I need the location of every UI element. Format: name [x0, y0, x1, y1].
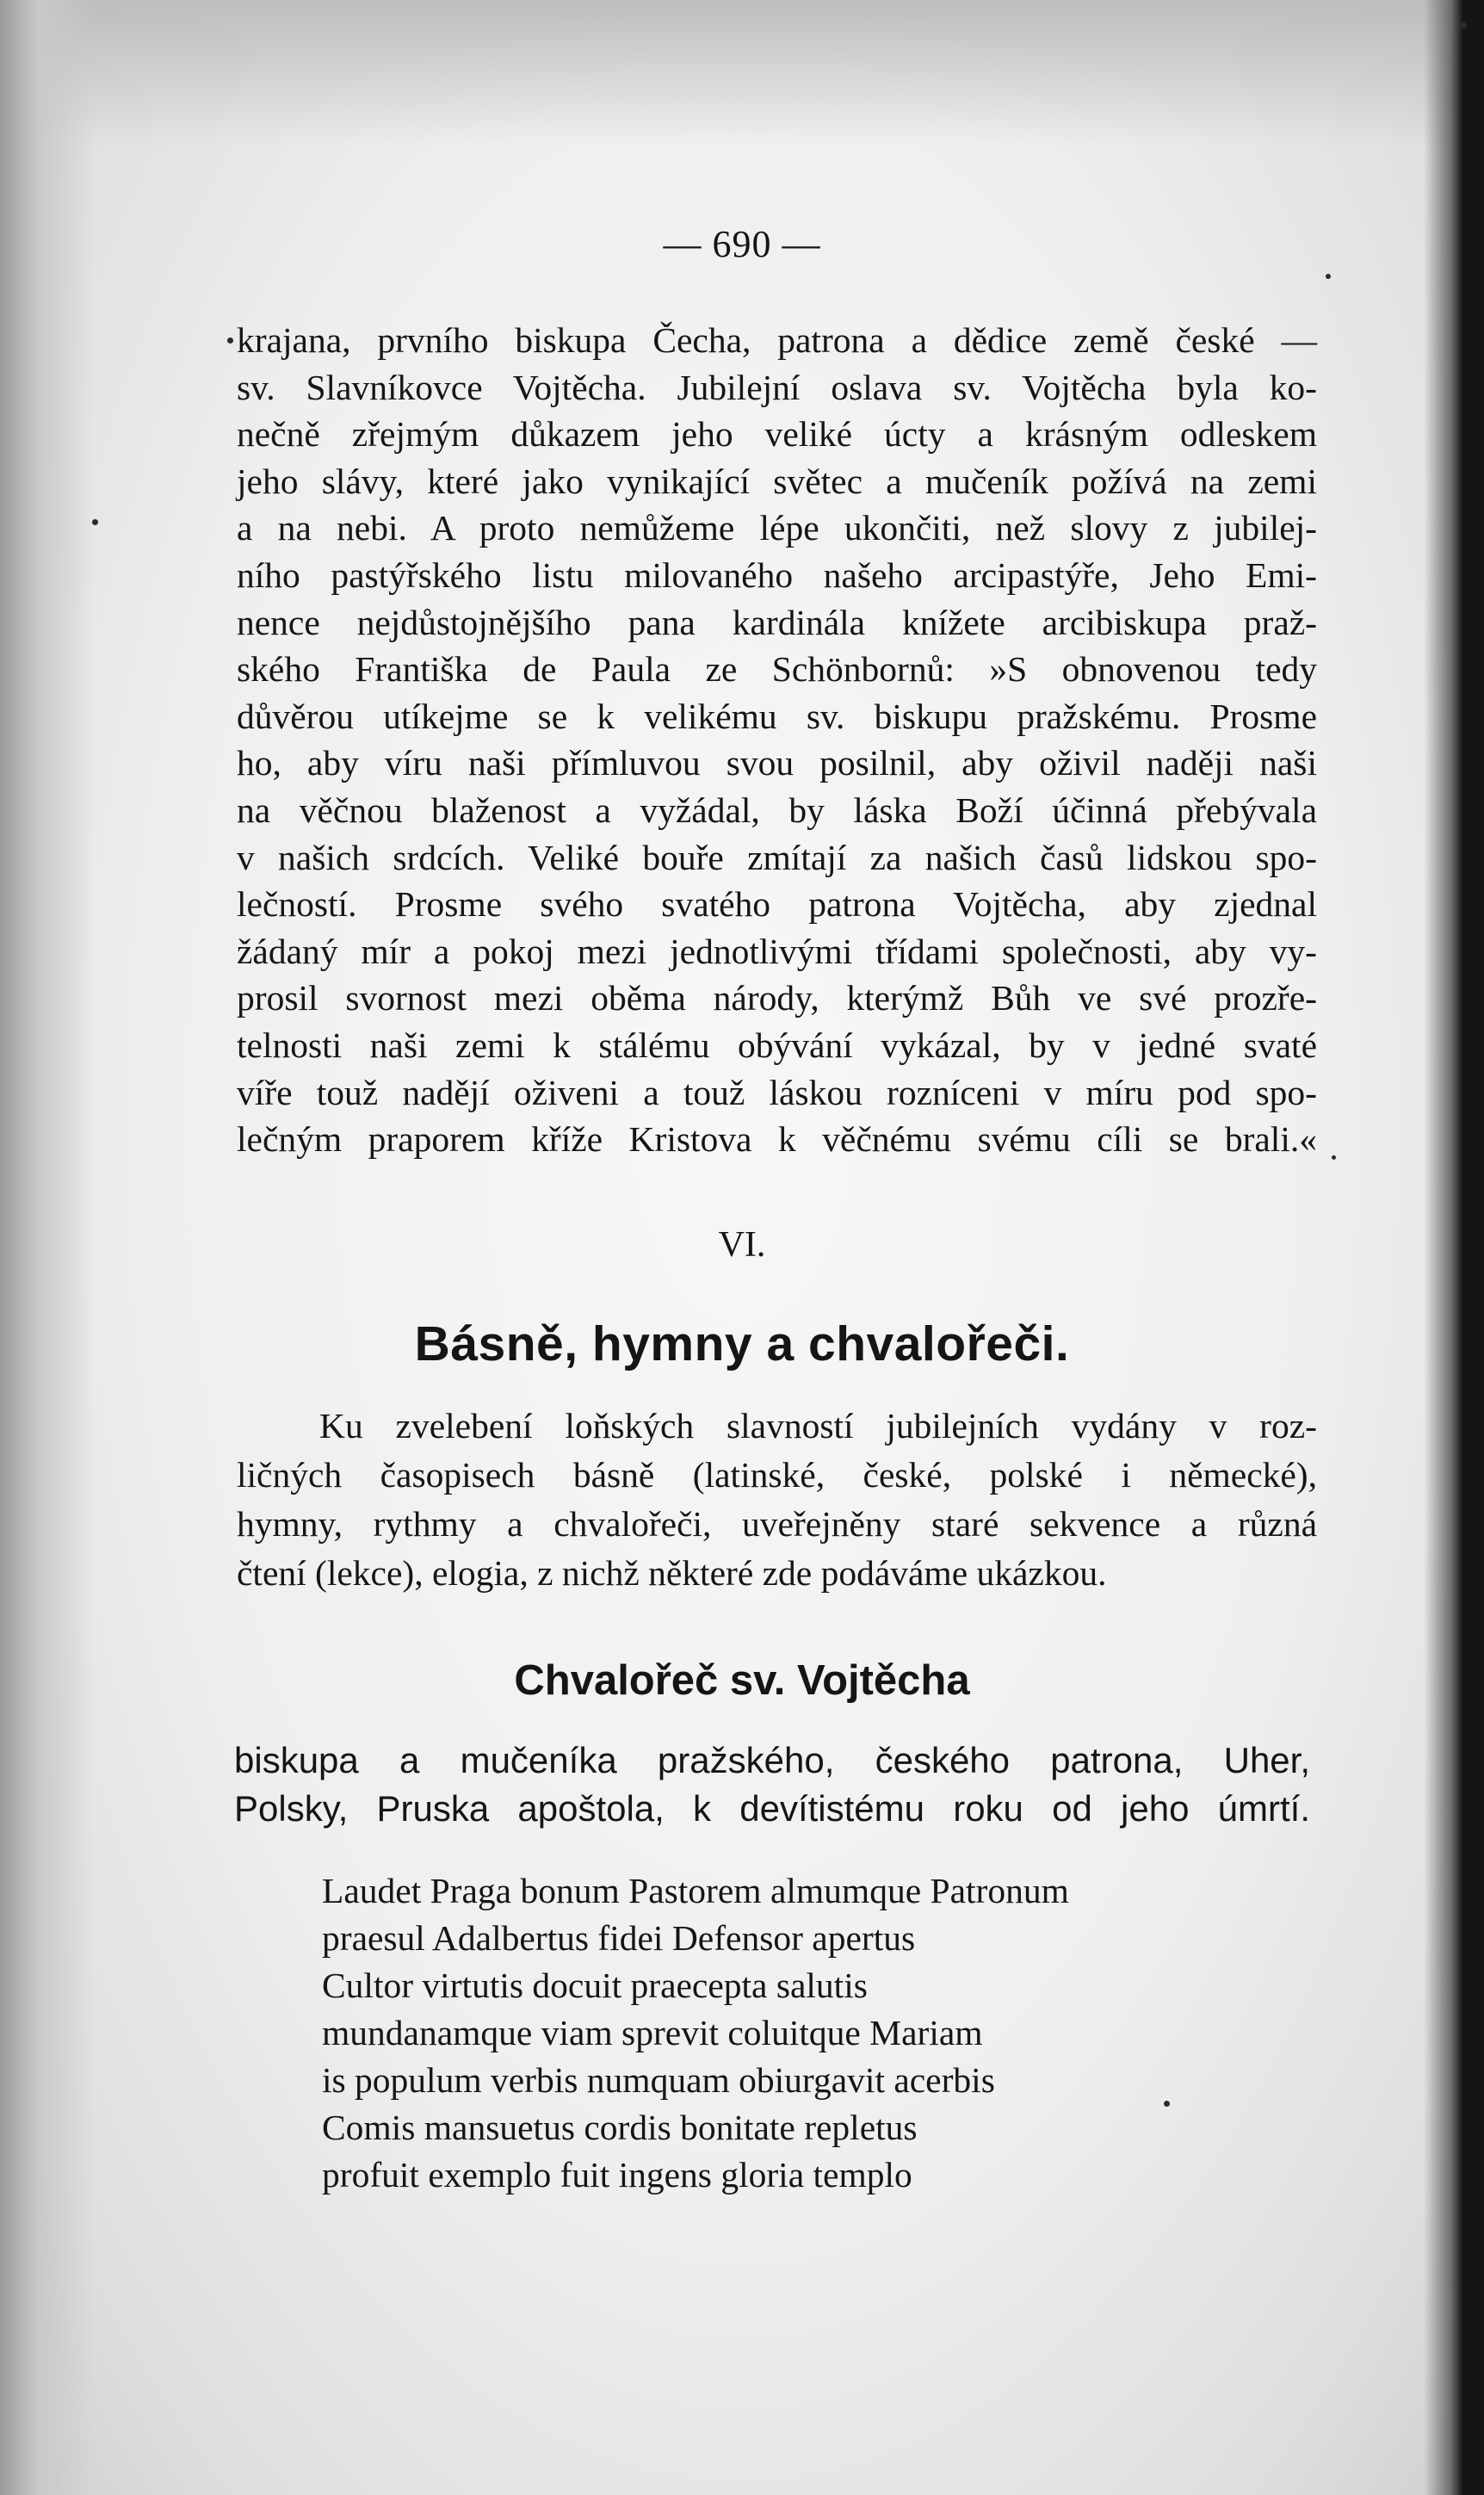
- text-line: ního pastýřského listu milovaného našeho arcipastýře, Jeho Emi-: [237, 554, 1317, 595]
- dust-speck: [227, 337, 233, 344]
- text-line: ho, aby víru naši přímluvou svou posilnil, aby oživil naději naši: [237, 743, 1317, 783]
- subtitle-line: Polsky, Pruska apoštola, k devítistému roku od jeho úmrtí.: [234, 1788, 1310, 1829]
- text-line: důvěrou utíkejme se k velikému sv. biskupu pražskému. Prosme: [237, 696, 1317, 736]
- text-line: jeho slávy, které jako vynikající světec a mučeník požívá na zemi: [237, 461, 1317, 501]
- text-line: ského Františka de Paula ze Schönbornů: »S obnovenou tedy: [237, 649, 1317, 690]
- text-line: v našich srdcích. Veliké bouře zmítají za našich časů lidskou spo-: [237, 837, 1317, 877]
- text-line: žádaný mír a pokoj mezi jednotlivými třídami společnosti, aby vy-: [237, 931, 1317, 971]
- text-line: hymny, rythmy a chvalořeči, uveřejněny staré sekvence a různá: [237, 1504, 1317, 1544]
- verse-line: Comis mansuetus cordis bonitate repletus: [322, 2108, 918, 2147]
- text-line: lečností. Prosme svého svatého patrona Vojtěcha, aby zjednal: [237, 884, 1317, 925]
- dust-speck: [92, 519, 98, 525]
- text-line: a na nebi. A proto nemůžeme lépe ukončiti, než slovy z jubilej-: [237, 508, 1317, 548]
- hymn-title: Chvalořeč sv. Vojtěcha: [514, 1657, 970, 1704]
- text-line: sv. Slavníkovce Vojtěcha. Jubilejní oslava sv. Vojtěcha byla ko-: [237, 367, 1317, 407]
- text-line: víře touž nadějí oživeni a touž láskou rozníceni v míru pod spo-: [237, 1072, 1317, 1112]
- text-line: prosil svornost mezi oběma národy, kterýmž Bůh ve své prozře-: [237, 978, 1317, 1018]
- verse-line: is populum verbis numquam obiurgavit acerbis: [322, 2060, 995, 2100]
- section-paragraph: [237, 1402, 1317, 1598]
- dust-speck: [1164, 2101, 1170, 2107]
- subtitle-line: biskupa a mučeníka pražského, českého patrona, Uher,: [234, 1740, 1310, 1780]
- verse-line: profuit exemplo fuit ingens gloria templo: [322, 2155, 912, 2195]
- verse-line: Laudet Praga bonum Pastorem almumque Patronum: [322, 1871, 1069, 1910]
- dust-speck: [1326, 274, 1331, 279]
- dust-speck: [1461, 22, 1467, 28]
- page-number: — 690 —: [663, 223, 821, 265]
- text-line: nečně zřejmým důkazem jeho veliké úcty a krásným odleskem: [237, 414, 1317, 455]
- text-line: telnosti naši zemi k stálému obývání vykázal, by v jedné svaté: [237, 1025, 1317, 1065]
- hymn-verses: [322, 1867, 1069, 2199]
- text-line: nence nejdůstojnějšího pana kardinála knížete arcibiskupa praž-: [237, 602, 1317, 642]
- text-line: krajana, prvního biskupa Čecha, patrona a dědice země české —: [237, 320, 1317, 360]
- verse-line: Cultor virtutis docuit praecepta salutis: [322, 1966, 868, 2005]
- dust-speck: [1332, 1155, 1336, 1160]
- verse-line: mundanamque viam sprevit coluitque Mariam: [322, 2013, 983, 2052]
- text-line: na věčnou blaženost a vyžádal, by láska Boží účinná přebývala: [237, 789, 1317, 830]
- section-number: VI.: [718, 1225, 766, 1265]
- intro-paragraph: [237, 317, 1317, 1163]
- hymn-subtitle: [234, 1737, 1310, 1833]
- scan-shadow-top: [0, 0, 1484, 146]
- verse-line: praesul Adalbertus fidei Defensor apertus: [322, 1918, 916, 1958]
- text-line: Ku zvelebení loňských slavností jubilejních vydány v roz-: [319, 1406, 1317, 1446]
- text-line: čtení (lekce), elogia, z nichž některé zde podáváme ukázkou.: [237, 1553, 1107, 1593]
- text-line: ličných časopisech básně (latinské, české, polské i německé),: [237, 1455, 1317, 1495]
- text-line: lečným praporem kříže Kristova k věčnému svému cíli se brali.«: [237, 1119, 1317, 1160]
- section-title: Básně, hymny a chvalořeči.: [414, 1316, 1070, 1371]
